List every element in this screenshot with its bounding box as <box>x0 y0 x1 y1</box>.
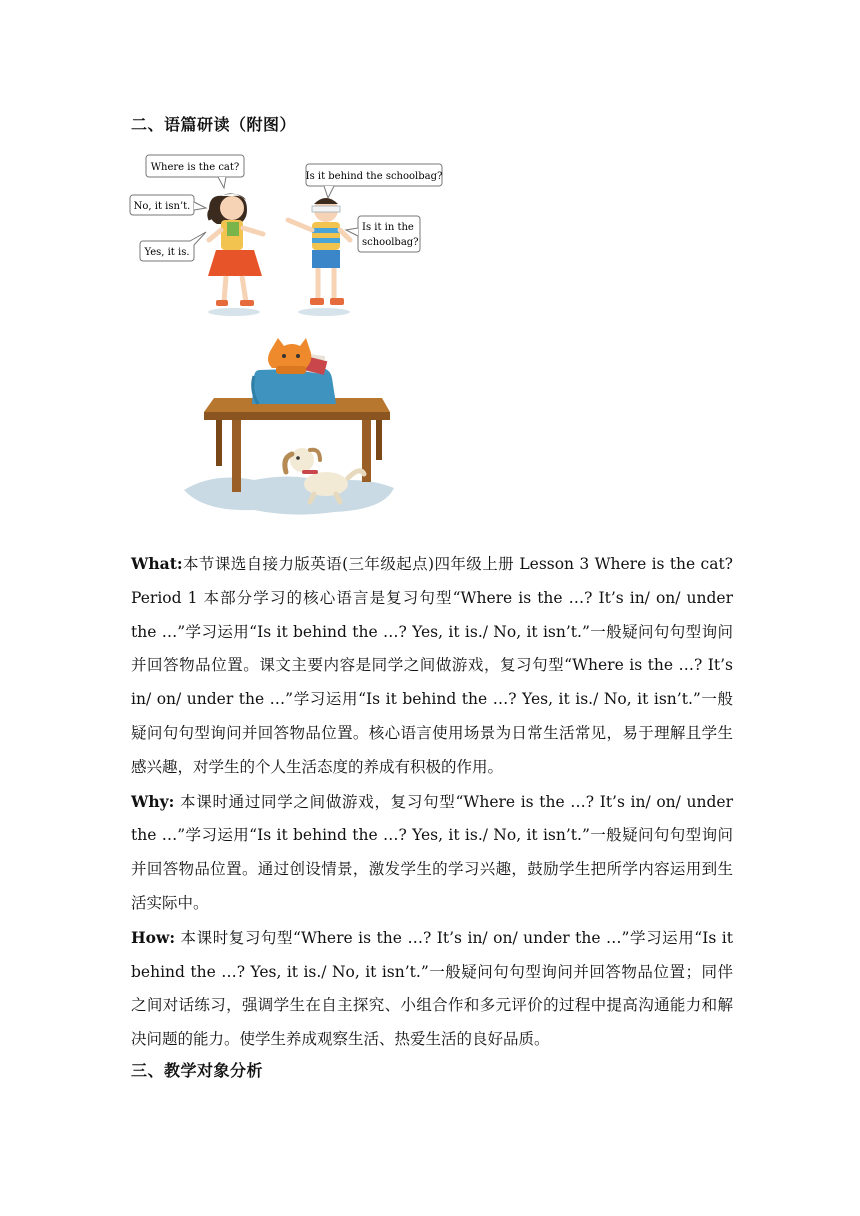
bubble-where-text: Where is the cat? <box>150 162 240 173</box>
how-paragraph <box>131 921 733 1057</box>
illustration-children-game <box>128 150 448 322</box>
bubble-yes-it-is <box>140 232 206 261</box>
what-text: 本节课选自接力版英语(三年级起点)四年级上册 Lesson 3 Where is the cat? Period 1 本部分学习的核心语言是复习句型“Where is the …? It’s in/ on/ under the …”学习运用“Is it behind the …? Yes, it is./ No, it isn’t.”一般疑问句句型询问并回答物品位置。课文主要内容是同学之间做游戏，复习句型“Where is the …? It’s in/ on/ under the …”学习运用“Is it behind the …? Yes, it is./ No, it isn’t.”一般疑问句句型询问并回答物品位置。核心语言使用场景为日常生活常见，易于理解且学生感兴趣，对学生的个人生活态度的养成有积极的作用。 <box>131 555 733 776</box>
illustration-cat-table-dog <box>176 336 402 522</box>
bubble-where-is-the-cat <box>146 155 244 188</box>
section-heading-learner-analysis: 三、教学对象分析 <box>131 1061 264 1080</box>
bubble-is-it-behind <box>306 164 443 198</box>
how-text: 本课时复习句型“Where is the …? It’s in/ on/ under the …”学习运用“Is it behind the …? Yes, it is./ No, it isn’t.”一般疑问句句型询问并回答物品位置；同伴之间对话练习，强调学生在自主探究、小组合作和多元评价的过程中提高沟通能力和解决问题的能力。使学生养成观察生活、热爱生活的良好品质。 <box>131 928 733 1049</box>
why-text: 本课时通过同学之间做游戏，复习句型“Where is the …? It’s in/ on/ under the …”学习运用“Is it behind the …? Yes, it is./ No, it isn’t.”一般疑问句句型询问并回答物品位置。通过创设情景，激发学生的学习兴趣，鼓励学生把所学内容运用到生活实际中。 <box>131 792 733 912</box>
girl-figure <box>208 193 263 316</box>
cat-icon <box>268 338 311 374</box>
bubble-yes-text: Yes, it is. <box>144 247 190 258</box>
how-label: How: <box>131 927 176 947</box>
boy-figure <box>288 198 350 316</box>
bubble-no-it-isnt <box>130 195 206 215</box>
bubble-behind-text: Is it behind the schoolbag? <box>305 171 443 182</box>
bubble-no-text: No, it isn’t. <box>133 201 191 212</box>
section-heading-text-study: 二、语篇研读（附图） <box>131 115 297 134</box>
floor-shadow <box>184 476 394 514</box>
what-label: What: <box>131 554 183 573</box>
bubble-is-it-in <box>346 216 420 252</box>
bubble-in-text-1: Is it in the <box>362 222 414 233</box>
what-paragraph <box>131 547 733 785</box>
why-label: Why: <box>131 791 175 811</box>
bubble-in-text-2: schoolbag? <box>362 237 419 248</box>
text-analysis-body <box>131 547 733 1057</box>
why-paragraph <box>131 785 733 921</box>
